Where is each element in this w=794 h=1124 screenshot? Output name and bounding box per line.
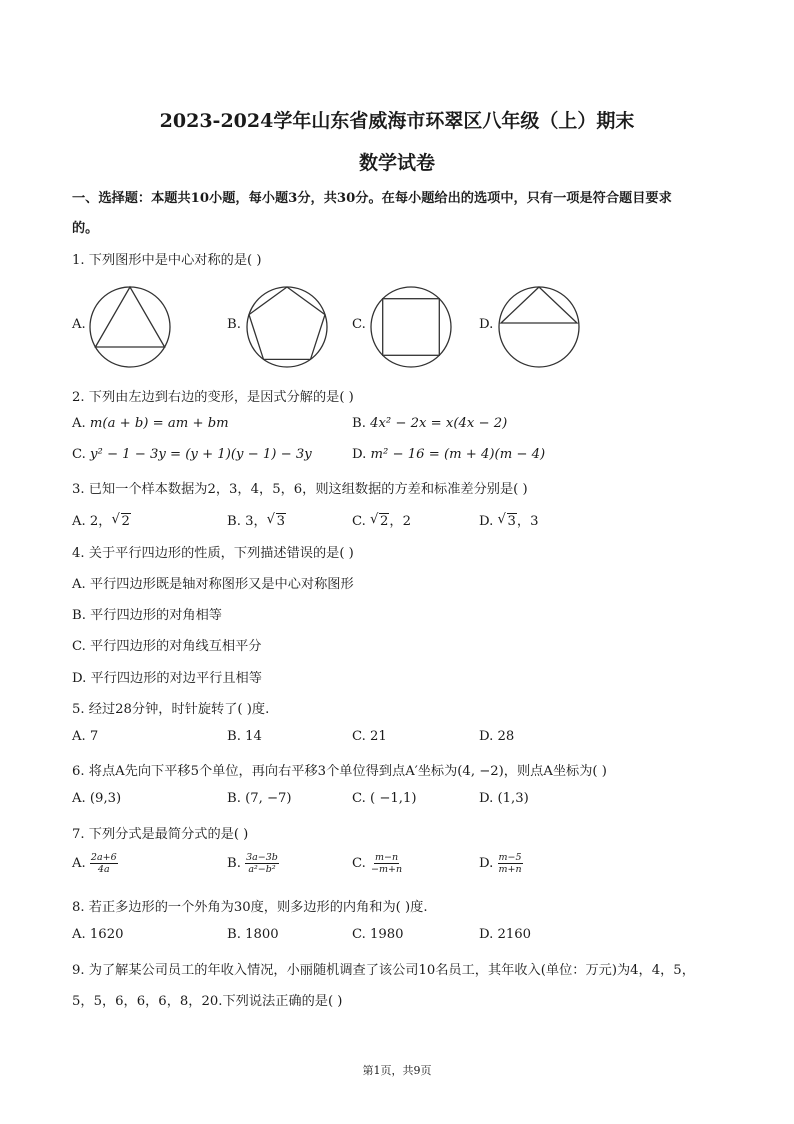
q2-option-b: [352, 416, 507, 431]
fraction-denominator: −m+n: [371, 864, 403, 875]
q2-option-b-expr: 4x² − 2x = x(4x − 2): [370, 416, 508, 431]
fraction-denominator: 4a: [97, 864, 110, 875]
section-header-line2: 的。: [72, 221, 99, 236]
page-subtitle: 数学试卷: [358, 152, 435, 174]
q5-option-d: D. 28: [479, 729, 515, 744]
q2-option-c: [72, 447, 312, 462]
fraction-numerator: 2a+6: [90, 852, 117, 863]
q2-option-b-label: B.: [352, 416, 366, 431]
q6-option-d: D. (1,3): [479, 791, 529, 806]
q3-option-a-radicand: 2: [121, 514, 130, 529]
q6-option-a: A. (9,3): [72, 791, 122, 806]
q3-option-b-prefix: B. 3，: [227, 514, 267, 529]
q7-option-c-fraction: [370, 852, 403, 875]
q4-option-b: B. 平行四边形的对角相等: [72, 608, 222, 623]
q2-option-c-expr: y² − 1 − 3y = (y + 1)(y − 1) − 3y: [90, 447, 312, 462]
q7-option-c: [352, 852, 403, 875]
q3-option-a: [72, 510, 131, 529]
q3-option-a-prefix: A. 2，: [72, 514, 112, 529]
q5-stem: 5. 经过28分钟，时针旋转了( )度.: [72, 702, 270, 717]
q1-figure-b-circle-pentagon: [245, 285, 329, 369]
q5-option-a: A. 7: [72, 729, 99, 744]
q2-option-a: [72, 416, 229, 431]
q3-option-d: [479, 510, 538, 529]
q8-stem: 8. 若正多边形的一个外角为30度，则多边形的内角和为( )度.: [72, 900, 428, 915]
q1-figure-a-circle-triangle: [88, 285, 172, 369]
q2-option-d: [352, 447, 545, 462]
q7-option-a-fraction: [90, 852, 118, 875]
q3-option-d-prefix: D.: [479, 514, 498, 529]
q1-figure-c-circle-square: [369, 285, 453, 369]
q1-figure-d-circle-chord: [497, 285, 581, 369]
q7-option-b-label: B.: [227, 856, 241, 871]
fraction-numerator: m−n: [374, 852, 399, 863]
q3-option-d-radicand: 3: [507, 514, 516, 529]
q2-option-d-expr: m² − 16 = (m + 4)(m − 4): [370, 447, 546, 462]
q3-stem: 3. 已知一个样本数据为2，3，4，5，6，则这组数据的方差和标准差分别是( ): [72, 482, 528, 497]
q7-option-c-label: C.: [352, 856, 366, 871]
q7-stem: 7. 下列分式是最简分式的是( ): [72, 827, 249, 842]
q3-option-b: [227, 510, 286, 529]
q2-option-a-expr: m(a + b) = am + bm: [89, 416, 229, 431]
q7-option-b: [227, 852, 279, 875]
q6-option-c: C. ( −1,1): [352, 791, 417, 806]
sqrt-symbol: [498, 514, 517, 529]
sqrt-symbol: [370, 514, 389, 529]
fraction-numerator: m−5: [498, 852, 522, 863]
q3-option-c-radicand: 2: [380, 514, 389, 529]
q7-option-a: [72, 852, 118, 875]
q2-option-c-label: C.: [72, 447, 86, 462]
q3-option-c-suffix: ，2: [389, 514, 411, 529]
sqrt-symbol: [112, 514, 131, 529]
q1-option-c-label: C.: [352, 317, 366, 332]
q7-option-b-fraction: [245, 852, 279, 875]
fraction-denominator: m+n: [498, 864, 522, 875]
q2-option-d-label: D.: [352, 447, 367, 462]
q8-option-c: C. 1980: [352, 927, 404, 942]
q2-option-a-label: A.: [72, 416, 86, 431]
q1-option-b-label: B.: [227, 317, 241, 332]
q7-option-d-label: D.: [479, 856, 494, 871]
q6-stem: 6. 将点A先向下平移5个单位，再向右平移3个单位得到点A′坐标为(4, −2)，则点A坐标为( ): [72, 764, 607, 779]
q1-option-a-label: A.: [72, 317, 86, 332]
q8-option-b: B. 1800: [227, 927, 279, 942]
q4-stem: 4. 关于平行四边形的性质，下列描述错误的是( ): [72, 546, 354, 561]
sqrt-symbol: [267, 514, 286, 529]
q9-stem-line1: 9. 为了解某公司员工的年收入情况，小丽随机调查了该公司10名员工，其年收入(单位：万元)为4，4，5，: [72, 963, 695, 978]
q1-option-d-label: D.: [479, 317, 494, 332]
q2-stem: 2. 下列由左边到右边的变形，是因式分解的是( ): [72, 390, 354, 405]
section-header-line1: 一、选择题：本题共10小题，每小题3分，共30分。在每小题给出的选项中，只有一项是符合题目要求: [72, 191, 672, 206]
q4-option-c: C. 平行四边形的对角线互相平分: [72, 639, 262, 654]
page-title: 2023-2024学年山东省威海市环翠区八年级（上）期末: [159, 110, 635, 132]
q4-option-a: A. 平行四边形既是轴对称图形又是中心对称图形: [72, 577, 354, 592]
q3-option-d-suffix: ，3: [516, 514, 539, 529]
page-footer: 第1页，共9页: [362, 1064, 432, 1077]
q8-option-a: A. 1620: [72, 927, 124, 942]
q3-option-b-radicand: 3: [276, 514, 286, 529]
fraction-denominator: a²−b²: [248, 864, 276, 875]
q4-option-d: D. 平行四边形的对边平行且相等: [72, 671, 262, 686]
q1-stem: 1. 下列图形中是中心对称的是( ): [72, 253, 262, 268]
q7-option-d: [479, 852, 523, 875]
q3-option-c-prefix: C.: [352, 514, 371, 529]
q8-option-d: D. 2160: [479, 927, 532, 942]
q9-stem-line2: 5，5，6，6，6，8，20.下列说法正确的是( ): [72, 994, 343, 1009]
q7-option-d-fraction: [498, 852, 523, 875]
q5-option-b: B. 14: [227, 729, 262, 744]
q7-option-a-label: A.: [72, 856, 86, 871]
fraction-numerator: 3a−3b: [246, 852, 278, 863]
q6-option-b: B. (7, −7): [227, 791, 292, 806]
q5-option-c: C. 21: [352, 729, 387, 744]
q3-option-c: [352, 510, 411, 529]
